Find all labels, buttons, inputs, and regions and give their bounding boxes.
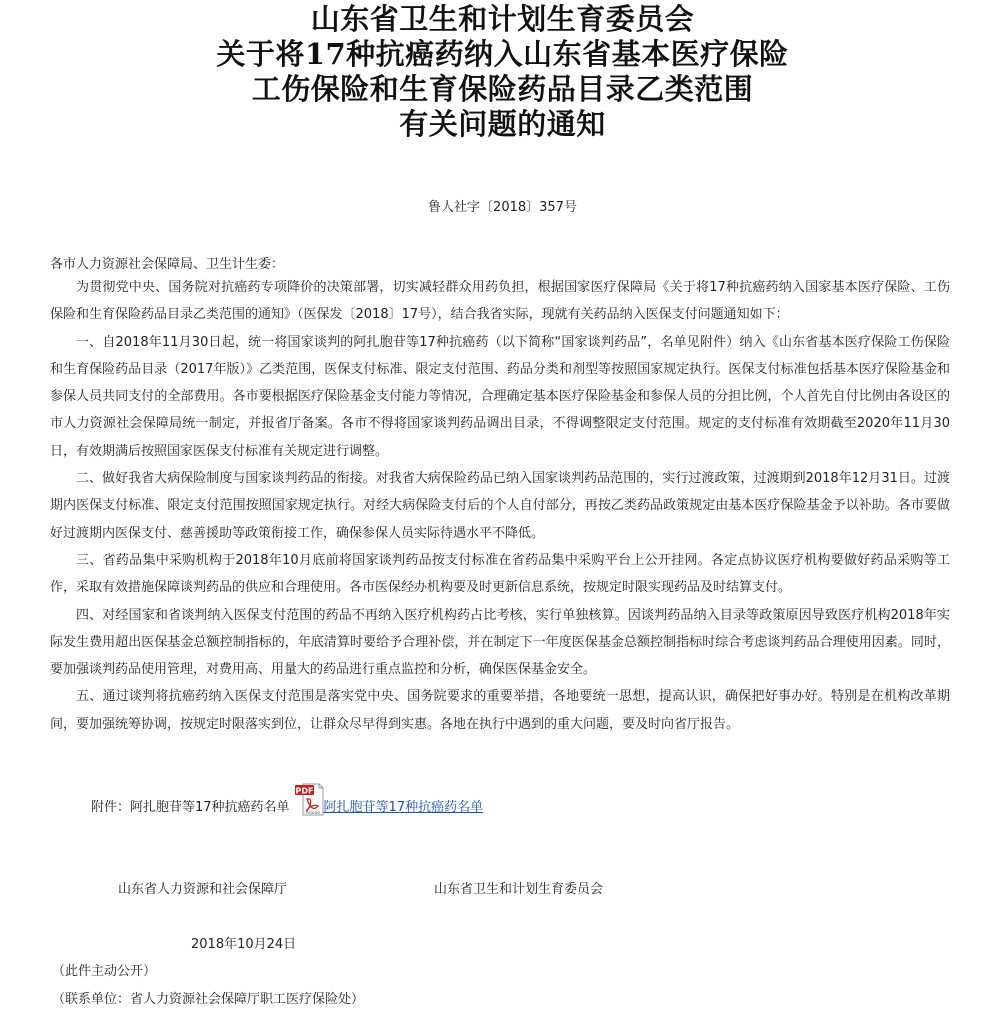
paragraph-3: 三、省药品集中采购机构于2018年10月底前将国家谈判药品按支付标准在省药品集中采购平台上公开挂网。各定点协议医疗机构要做好药品采购等工作，采取有效措施保障谈判药品的供应和合理使用。各市医保经办机构要及时更新信息系统，按规定时限实现药品及时结算支付。 [50,552,950,596]
paragraph-2: 二、做好我省大病保险制度与国家谈判药品的衔接。对我省大病保险药品已纳入国家谈判药品范围的，实行过渡政策，过渡期到2018年12月31日。过渡期内医保支付标准、限定支付范围按照国家规定执行。对经大病保险支付后的个人自付部分，再按乙类药品政策规定由基本医疗保险基金予以补助。各市要做好过渡期内医保支付、慈善援助等政策衔接工作，确保参保人员实际待遇水平不降低。 [50,471,950,541]
title-line-2: 关于将17种抗癌药纳入山东省基本医疗保险 [216,37,789,71]
paragraph-intro: 为贯彻党中央、国务院对抗癌药专项降价的决策部署，切实减轻群众用药负担，根据国家医疗保障局《关于将17种抗癌药纳入国家基本医疗保险、工伤保险和生育保险药品目录乙类范围的通知》（医保发〔2018〕17号），结合我省实际，现就有关药品纳入医保支付问题通知如下： [50,280,950,323]
title-line-4: 有关问题的通知 [399,107,606,141]
signature-date: 2018年10月24日 [191,937,297,952]
pdf-icon-label: PDF [295,786,314,796]
public-notice: （此件主动公开） [52,964,157,979]
pdf-icon-sublabel: Adobe [305,811,320,816]
document-body [50,274,950,738]
contact-info: （联系单位：省人力资源社会保障厅职工医疗保险处） [52,992,365,1007]
pdf-icon[interactable] [294,782,324,816]
attachment-link[interactable]: 阿扎胞苷等17种抗癌药名单 [323,799,484,815]
title-line-3: 工伤保险和生育保险药品目录乙类范围 [251,72,754,106]
document-title [0,2,1005,142]
attachment-row [91,782,483,816]
paragraph-4: 四、对经国家和省谈判纳入医保支付范围的药品不再纳入医疗机构药占比考核，实行单独核算。因谈判药品纳入目录等政策原因导致医疗机构2018年实际发生费用超出医保基金总额控制指标的，年底清算时要给予合理补偿，并在制定下一年度医保基金总额控制指标时综合考虑谈判药品合理使用因素。同时，要加强谈判药品使用管理，对费用高、用量大的药品进行重点监控和分析，确保医保基金安全。 [50,607,950,678]
paragraph-5: 五、通过谈判将抗癌药纳入医保支付范围是落实党中央、国务院要求的重要举措，各地要统一思想，提高认识，确保把好事办好。特别是在机构改革期间，要加强统筹协调，按规定时限落实到位，让群众尽早得到实惠。各地在执行中遇到的重大问题，要及时向省厅报告。 [50,689,950,732]
attachment-label: 附件：阿扎胞苷等17种抗癌药名单 [91,799,290,815]
signature-org-hrss: 山东省人力资源和社会保障厅 [118,882,288,897]
salutation: 各市人力资源社会保障局、卫生计生委： [50,257,285,272]
signature-org-health: 山东省卫生和计划生育委员会 [434,882,604,897]
title-line-1: 山东省卫生和计划生育委员会 [310,2,695,36]
paragraph-1: 一、自2018年11月30日起，统一将国家谈判的阿扎胞苷等17种抗癌药（以下简称“国家谈判药品”，名单见附件）纳入《山东省基本医疗保险工伤保险和生育保险药品目录（2017年版）》乙类范围，医保支付标准、限定支付范围、药品分类和剂型等按照国家规定执行。医保支付标准包括基本医疗保险基金和参保人员共同支付的全部费用。各市要根据医疗保险基金支付能力等情况，合理确定基本医疗保险基金和参保人员的分担比例，个人首先自付比例由各设区的市人力资源社会保障局统一制定，并报省厅备案。各市不得将国家谈判药品调出目录，不得调整限定支付范围。规定的支付标准有效期截至2020年11月30日，有效期满后按照国家医保支付标准有关规定进行调整。 [50,334,950,459]
document-number: 鲁人社字〔2018〕357号 [428,200,577,215]
